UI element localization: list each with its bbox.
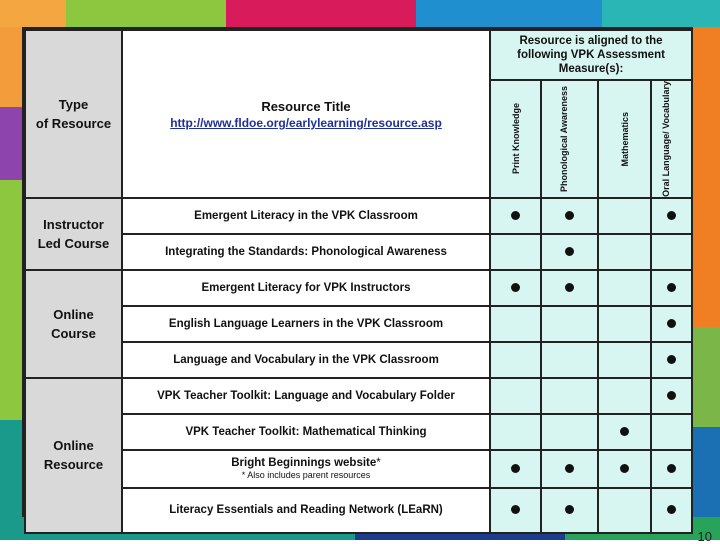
measure-cell <box>490 414 541 450</box>
measure-cell <box>490 378 541 414</box>
resource-table <box>24 29 693 534</box>
table-row <box>25 450 692 488</box>
resource-title-cell <box>122 198 490 234</box>
resource-type-cell: Instructor Led Course <box>25 198 122 270</box>
measure-cell <box>598 270 651 306</box>
resource-title: Emergent Literacy in the VPK Classroom <box>194 209 418 222</box>
measure-cell <box>651 378 692 414</box>
measure-cell <box>490 342 541 378</box>
measure-cell <box>598 488 651 533</box>
bullet-dot-icon <box>667 283 676 292</box>
band-top-blue <box>416 0 602 27</box>
bullet-dot-icon <box>565 464 574 473</box>
table-row <box>25 234 692 270</box>
measure-cell <box>541 488 598 533</box>
band-right-blue <box>693 427 720 517</box>
resource-title-cell <box>122 306 490 342</box>
bullet-dot-icon <box>511 211 520 220</box>
resource-title: Bright Beginnings website <box>231 457 377 470</box>
bullet-dot-icon <box>667 355 676 364</box>
measure-cell <box>490 270 541 306</box>
resource-title: Integrating the Standards: Phonological Awareness <box>165 245 447 258</box>
table-row <box>25 414 692 450</box>
resource-title: English Language Learners in the VPK Classroom <box>168 317 444 330</box>
bullet-dot-icon <box>620 427 629 436</box>
band-left-orange <box>0 27 22 107</box>
measure-cell <box>490 450 541 488</box>
table-row <box>25 378 692 414</box>
measure-cell <box>541 414 598 450</box>
resource-note: * Also includes parent resources <box>241 470 371 481</box>
measure-cell <box>651 488 692 533</box>
measure-cell <box>541 450 598 488</box>
measure-cell <box>490 306 541 342</box>
bullet-dot-icon <box>667 464 676 473</box>
band-top-right-aqua <box>602 0 720 27</box>
bullet-dot-icon <box>620 464 629 473</box>
measure-cell <box>541 234 598 270</box>
bullet-dot-icon <box>667 319 676 328</box>
resource-title-cell <box>122 450 490 488</box>
resource-type-cell: Online Resource <box>25 378 122 533</box>
table-row <box>25 306 692 342</box>
bullet-dot-icon <box>511 283 520 292</box>
resource-title: VPK Teacher Toolkit: Mathematical Thinking <box>185 425 427 438</box>
measure-cell <box>651 342 692 378</box>
bullet-dot-icon <box>565 505 574 514</box>
table-row <box>25 270 692 306</box>
resource-title-cell <box>122 342 490 378</box>
measure-cell <box>541 198 598 234</box>
bullet-dot-icon <box>511 464 520 473</box>
measure-cell <box>490 198 541 234</box>
measure-cell <box>541 306 598 342</box>
bullet-dot-icon <box>511 505 520 514</box>
table-row <box>25 198 692 234</box>
resource-table-container <box>22 27 693 517</box>
measure-cell <box>490 488 541 533</box>
table-row <box>25 342 692 378</box>
band-right-green <box>693 327 720 427</box>
measure-cell <box>651 198 692 234</box>
header-resource-title <box>122 30 490 198</box>
page-number: 10 <box>697 529 712 544</box>
measure-cell <box>598 198 651 234</box>
bullet-dot-icon <box>667 211 676 220</box>
header-measure-phonological-awareness: Phonological Awareness <box>541 80 598 198</box>
header-measure-print-knowledge: Print Knowledge <box>490 80 541 198</box>
band-left-purple <box>0 107 22 180</box>
header-title-label: Resource Title <box>261 98 351 114</box>
resource-title: Language and Vocabulary in the VPK Classroom <box>173 353 439 366</box>
resource-title-cell <box>122 488 490 533</box>
measure-cell <box>651 270 692 306</box>
bullet-dot-icon <box>667 505 676 514</box>
resource-title-cell <box>122 234 490 270</box>
header-type-of-resource: Type of Resource <box>25 30 122 198</box>
measure-cell <box>541 342 598 378</box>
measure-cell <box>598 378 651 414</box>
resource-title-asterisk: * <box>376 457 381 470</box>
resource-title-cell <box>122 414 490 450</box>
measure-cell <box>598 450 651 488</box>
band-top-left-orange <box>0 0 66 27</box>
measure-cell <box>598 342 651 378</box>
bullet-dot-icon <box>565 283 574 292</box>
bullet-dot-icon <box>565 247 574 256</box>
measure-cell <box>541 378 598 414</box>
band-right-orange <box>693 27 720 327</box>
resource-title: Literacy Essentials and Reading Network (LEaRN) <box>169 504 443 517</box>
resource-title-cell <box>122 270 490 306</box>
header-measure-mathematics: Mathematics <box>598 80 651 198</box>
measure-cell <box>490 234 541 270</box>
table-row <box>25 488 692 533</box>
resource-title: Emergent Literacy for VPK Instructors <box>201 281 411 294</box>
measure-cell <box>651 234 692 270</box>
header-title-url[interactable]: http://www.fldoe.org/earlylearning/resource.asp <box>170 115 442 130</box>
measure-cell <box>598 234 651 270</box>
band-left-green <box>0 180 22 420</box>
resource-title-cell <box>122 378 490 414</box>
measure-cell <box>651 306 692 342</box>
resource-type-cell: Online Course <box>25 270 122 378</box>
header-measure-oral-language: Oral Language/ Vocabulary <box>651 80 692 198</box>
band-top-green <box>66 0 226 27</box>
measure-cell <box>651 414 692 450</box>
measure-cell <box>541 270 598 306</box>
measure-cell <box>598 414 651 450</box>
bullet-dot-icon <box>565 211 574 220</box>
header-measures: Resource is aligned to the following VPK Assessment Measure(s): <box>490 30 692 80</box>
measure-cell <box>651 450 692 488</box>
resource-title: VPK Teacher Toolkit: Language and Vocabulary Folder <box>157 389 455 402</box>
measure-cell <box>598 306 651 342</box>
band-top-pink <box>226 0 416 27</box>
bullet-dot-icon <box>667 391 676 400</box>
